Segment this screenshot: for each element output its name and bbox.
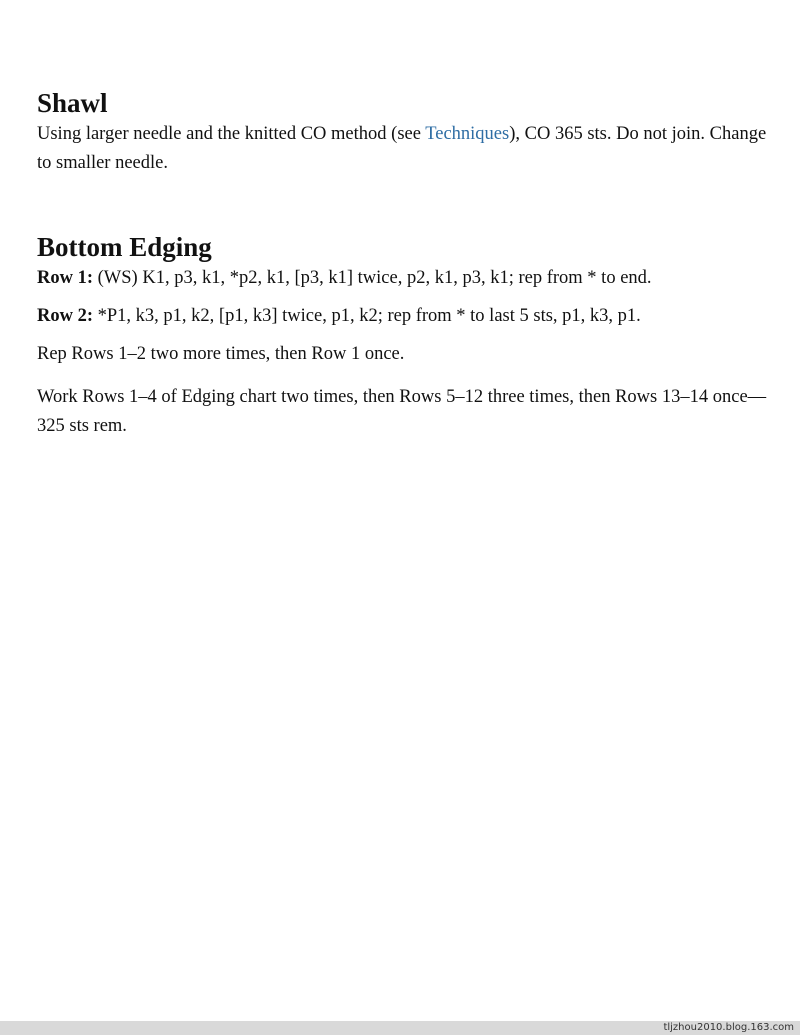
row-2-instruction [37, 302, 767, 331]
row-1-instruction [37, 264, 767, 293]
repeat-instruction: Rep Rows 1–2 two more times, then Row 1 once. [37, 344, 405, 364]
row-2-text: *P1, k3, p1, k2, [p1, k3] twice, p1, k2; rep from * to last 5 sts, p1, k3, p1. [93, 306, 641, 326]
document-page [37, 86, 767, 441]
row-1-label: Row 1: [37, 268, 94, 288]
row-1-text: (WS) K1, p3, k1, *p2, k1, [p3, k1] twice, p2, k1, p3, k1; rep from * to end. [93, 268, 652, 288]
footer-bar [0, 1021, 800, 1035]
shawl-section [37, 86, 767, 178]
techniques-link[interactable]: Techniques [425, 124, 510, 144]
bottom-edging-heading: Bottom Edging [37, 232, 212, 262]
blog-watermark: tljzhou2010.blog.163.com [663, 1022, 794, 1033]
shawl-text-start: Using larger needle and the knitted CO method (see [37, 124, 426, 144]
row-2-label: Row 2: [37, 306, 94, 326]
chart-instruction: Work Rows 1–4 of Edging chart two times, then Rows 5–12 three times, then Rows 13–14 once—325 sts rem. [37, 387, 767, 436]
bottom-edging-section [37, 230, 767, 441]
shawl-instructions [37, 120, 767, 178]
shawl-heading: Shawl [37, 88, 108, 118]
shawl-text-end: ), CO 365 sts. Do not join. Change to smaller needle. [37, 124, 767, 173]
